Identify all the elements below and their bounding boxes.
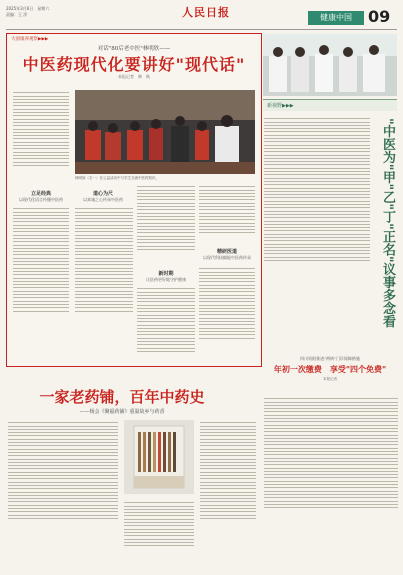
lead-photo-caption: 林明欣（右一）在公益活动中与学生交流中医药知识。 <box>75 176 159 180</box>
book-cover <box>124 420 194 494</box>
lead-tag: 大国康养观察▶▶▶ <box>11 37 49 42</box>
lead-headline: 中医药现代化要讲好"现代话" <box>22 55 246 74</box>
page-number: 09 <box>368 7 391 26</box>
bottom-text-col-1 <box>8 420 118 521</box>
date-line: 2025年3月6日 星期六 <box>6 6 50 11</box>
masthead <box>0 0 403 32</box>
right-photo <box>263 34 397 96</box>
right-brief <box>263 356 397 394</box>
lead-sub2b: 以真诚之心传承中医药 <box>83 197 123 202</box>
lead-kicker: 对话"80后老中医"林明欣—— <box>97 46 171 52</box>
section-name: 健康中国 <box>308 11 364 25</box>
brief-headline: 年初一次缴费 享受"四个免费" <box>273 364 387 374</box>
newspaper-logo: 人民日报 <box>182 6 230 19</box>
bottom-text-col-3 <box>200 420 256 521</box>
lead-sub3: 精研医道 <box>216 249 237 255</box>
lead-text-col-3b <box>137 286 195 354</box>
lead-text-col-1b <box>13 206 69 314</box>
lead-text-col-1 <box>13 90 69 168</box>
bottom-subhead: ——杨会《聚福药铺》重温故乡与药香 <box>79 409 165 415</box>
lead-sub4: 新时期 <box>158 271 174 277</box>
masthead-meta <box>6 6 49 18</box>
lead-sub3b: 以现代科技赋能中医药传承 <box>203 255 251 260</box>
lead-sub2: 道心为尺 <box>92 191 113 197</box>
right-text-col <box>264 116 370 263</box>
lead-text-col-3 <box>137 184 195 252</box>
masthead-rule <box>6 29 397 30</box>
brief-kicker: 四川资阳推进"两病"门诊保障措施 <box>300 356 360 361</box>
lead-photo <box>75 90 255 174</box>
right-brief-text <box>264 396 398 510</box>
lead-text-col-2 <box>75 206 133 314</box>
brief-byline: 本报记者 <box>323 377 337 381</box>
lead-text-col-4 <box>199 184 255 236</box>
bottom-headline: 一家老药铺，百年中药史 <box>39 388 205 406</box>
lead-sub1b: 以现代化语言传播中医药 <box>19 197 63 202</box>
lead-text-col-4b <box>199 266 255 341</box>
right-feature-title: 新视野▶▶▶ <box>263 99 397 111</box>
page-meta: 责编：王 淳 <box>6 12 28 17</box>
lead-sub4b: 让医药更好地守护健康 <box>146 277 186 282</box>
bottom-text-col-2 <box>124 500 194 548</box>
lead-story <box>6 33 262 367</box>
lead-sub1: 立足经典 <box>30 191 51 197</box>
lead-byline: 本报记者 韩 秋 <box>118 74 150 79</box>
right-vertical-title: "中医为"甲"乙"丁"正名"议事多念看 <box>380 118 395 328</box>
